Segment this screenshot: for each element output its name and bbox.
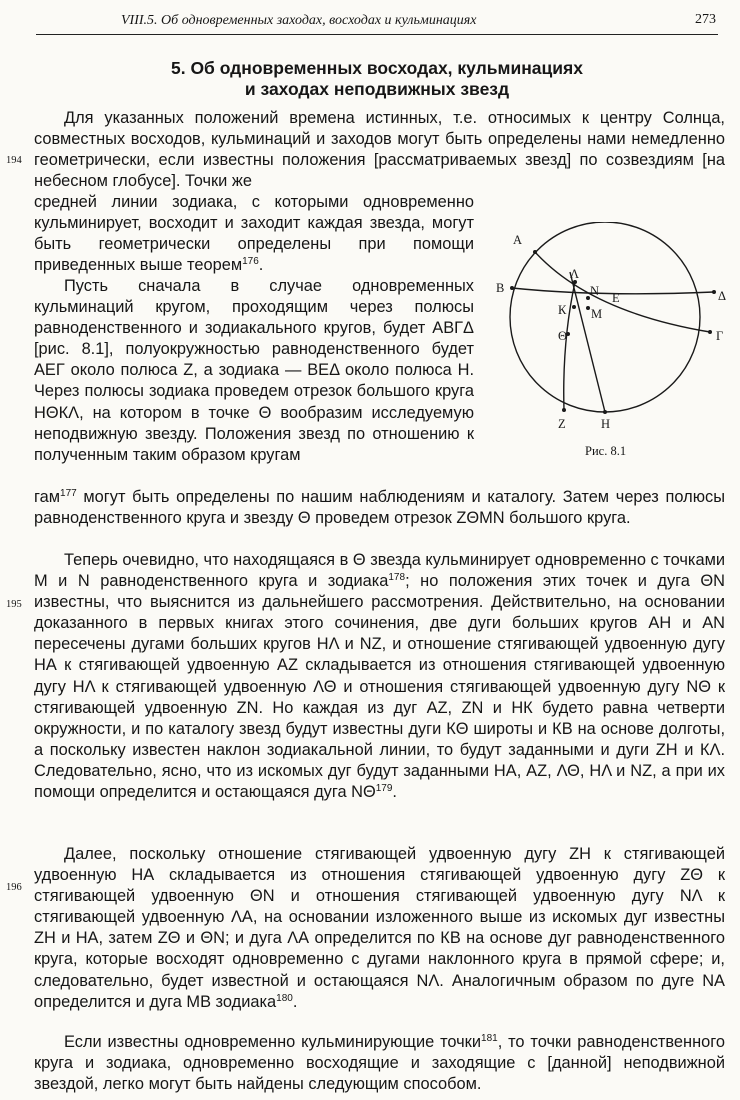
footnote-ref-181: 181: [481, 1033, 498, 1044]
paragraph-1-end: .: [258, 256, 264, 275]
paragraph-1-full: Для указанных положений времена истинных, т.е. относимых к центру Солнца, совместных восходов, кульминаций и заходов могут быть определены нами немедленно геометрически, если известны положения [рассматриваемых звезд] по созвездиям [на небесном глобусе]. Точки же: [34, 109, 725, 191]
paragraph-2-rest: могут быть определены по нашим наблюдениям и каталогу. Затем через полюсы равноденственного круга и звезду Θ проведем отрезок ZΘMN большого круга.: [34, 488, 725, 528]
paragraph-3-b: ; но положения этих точек и дуга ΘN известны, что выяснится из дальнейшего рассмотрения. Действительно, на основании доказанного в первых книгах этого сочинения, две дуги больших кругов АН и АN пересечены дугами больших кругов НΛ и NZ, и отношение стягивающей удвоенную дугу НА к стягивающей удвоенную AZ складывается из отношения стягивающей удвоенную дугу НΛ к стягивающей удвоенную ΛΘ и отношения стягивающей удвоенную дугу NΘ к стягивающей удвоенную ZN. Но каждая из дуг AZ, ZN и НК будето равна четверти окружности, и по каталогу звезд будут известны дуги КΘ широты и КВ на основе долготы, а поскольку известен наклон зодиакальной линии, то будут заданными и дуги ZН и КΛ. Следовательно, ясно, что из искомых дуг будут заданными НА, AZ, ΛΘ, НΛ и NZ, а при их помощи определится и остающаяся дуга NΘ: [34, 572, 725, 802]
label-l: Λ: [570, 267, 580, 281]
paragraph-5-a: Если известны одновременно кульминирующие точки: [64, 1033, 482, 1051]
label-g: Г: [716, 329, 724, 343]
paragraph-1-narrow: [34, 192, 474, 276]
paragraph-5-b: , то точки равноденственного круга и зодиака, одновременно восходящие и заходящие с [данной] неподвижной звездой, легко могут быть найдены следующим способом.: [34, 1033, 725, 1094]
label-a: А: [513, 233, 523, 247]
label-h: Н: [601, 417, 611, 431]
label-m: М: [591, 307, 603, 321]
label-d: Δ: [718, 289, 727, 303]
label-e: Е: [612, 291, 620, 305]
paragraph-4-b: .: [292, 992, 298, 1011]
paragraph-3-c: .: [392, 783, 397, 802]
point-g: [708, 330, 712, 334]
section-title-line1: 5. Об одновременных восходах, кульминациях: [170, 58, 584, 78]
paragraph-2-narrow: Пусть сначала в случае одновременных кульминаций кругом, проходящим через полюсы равноденственного и зодиакального кругов, будет АВГΔ [рис. 8.1], полуокружностью равноденственного будет АЕГ около полюса Z, а зодиака — ВЕΔ около полюса Н. Через полюсы зодиака проведем отрезок большого круга НΘКΛ, на котором в точке Θ вообразим исследуемую неподвижную звезду. Положения звезд по отношению к полученным таким образом кругам: [34, 277, 474, 464]
label-z: Z: [558, 417, 566, 431]
paragraph-3-a: Теперь очевидно, что находящаяся в Θ звезда кульминирует одновременно с точками M и N равноденственного круга и зодиака: [34, 551, 725, 591]
page-number: 273: [695, 12, 716, 27]
margin-number-196: 196: [6, 882, 22, 893]
arc-z-m-n: [564, 282, 575, 410]
figure-points: [510, 250, 716, 414]
paragraph-1-narrow-text: средней линии зодиака, с которыми одновременно кульминирует, восходит и заходит каждая звезда, могут быть геометрически определены при помощи приведенных выше теорем: [34, 193, 474, 275]
point-z: [562, 408, 566, 412]
label-theta: Θ: [558, 329, 568, 343]
point-a: [533, 250, 537, 254]
margin-number-194: 194: [6, 155, 22, 166]
point-k: [572, 305, 576, 309]
paragraph-4-a: Далее, поскольку отношение стягивающей удвоенную дугу ZН к стягивающей удвоенную НА складывается из отношения стягивающей удвоенную дугу ZΘ к стягивающей удвоенную ΘN и отношения стягивающей удвоенную дугу NΛ к стягивающей удвоенную ΛА, на основании изложенного выше из искомых дуг известны ZН и НА, затем ZΘ и ΘN; и дуга ΛА определится по КВ на основе дуг равноденственного круга, которые восходят одновременно с дугами наклонного круга в прямой сфере; и, следовательно, будет известной и остающаяся NΛ. Аналогичным образом по дуге NA определится и дуга МВ зодиака: [34, 845, 725, 1011]
running-head-title: VIII.5. Об одновременных заходах, восходах и кульминациях: [121, 13, 477, 28]
section-title-line2: и заходах неподвижных звезд: [244, 79, 510, 99]
paragraph-4: [34, 844, 725, 1013]
point-h: [603, 410, 607, 414]
margin-number-195: 195: [6, 599, 22, 610]
paragraph-2-word: гам: [34, 488, 61, 506]
meridian-circle: [510, 222, 700, 412]
label-k: К: [558, 303, 567, 317]
point-m: [586, 306, 590, 310]
section-title: [36, 58, 718, 100]
figure-diagram: [490, 222, 735, 472]
footnote-ref-176: 176: [242, 256, 259, 268]
paragraph-2-continuation: [34, 487, 725, 529]
label-n: N: [590, 284, 600, 298]
footnote-ref-178: 178: [388, 572, 406, 584]
point-d: [712, 290, 716, 294]
footnote-ref-177: 177: [60, 488, 77, 499]
point-b: [510, 286, 514, 290]
running-head: [36, 12, 718, 35]
label-b: В: [496, 281, 505, 295]
paragraph-3: [34, 550, 725, 803]
figure-caption: Рис. 8.1: [585, 444, 627, 458]
paragraph-5: [34, 1032, 725, 1095]
footnote-ref-179: 179: [375, 783, 393, 795]
figure-8-1: [490, 222, 735, 472]
footnote-ref-180: 180: [276, 992, 293, 1004]
